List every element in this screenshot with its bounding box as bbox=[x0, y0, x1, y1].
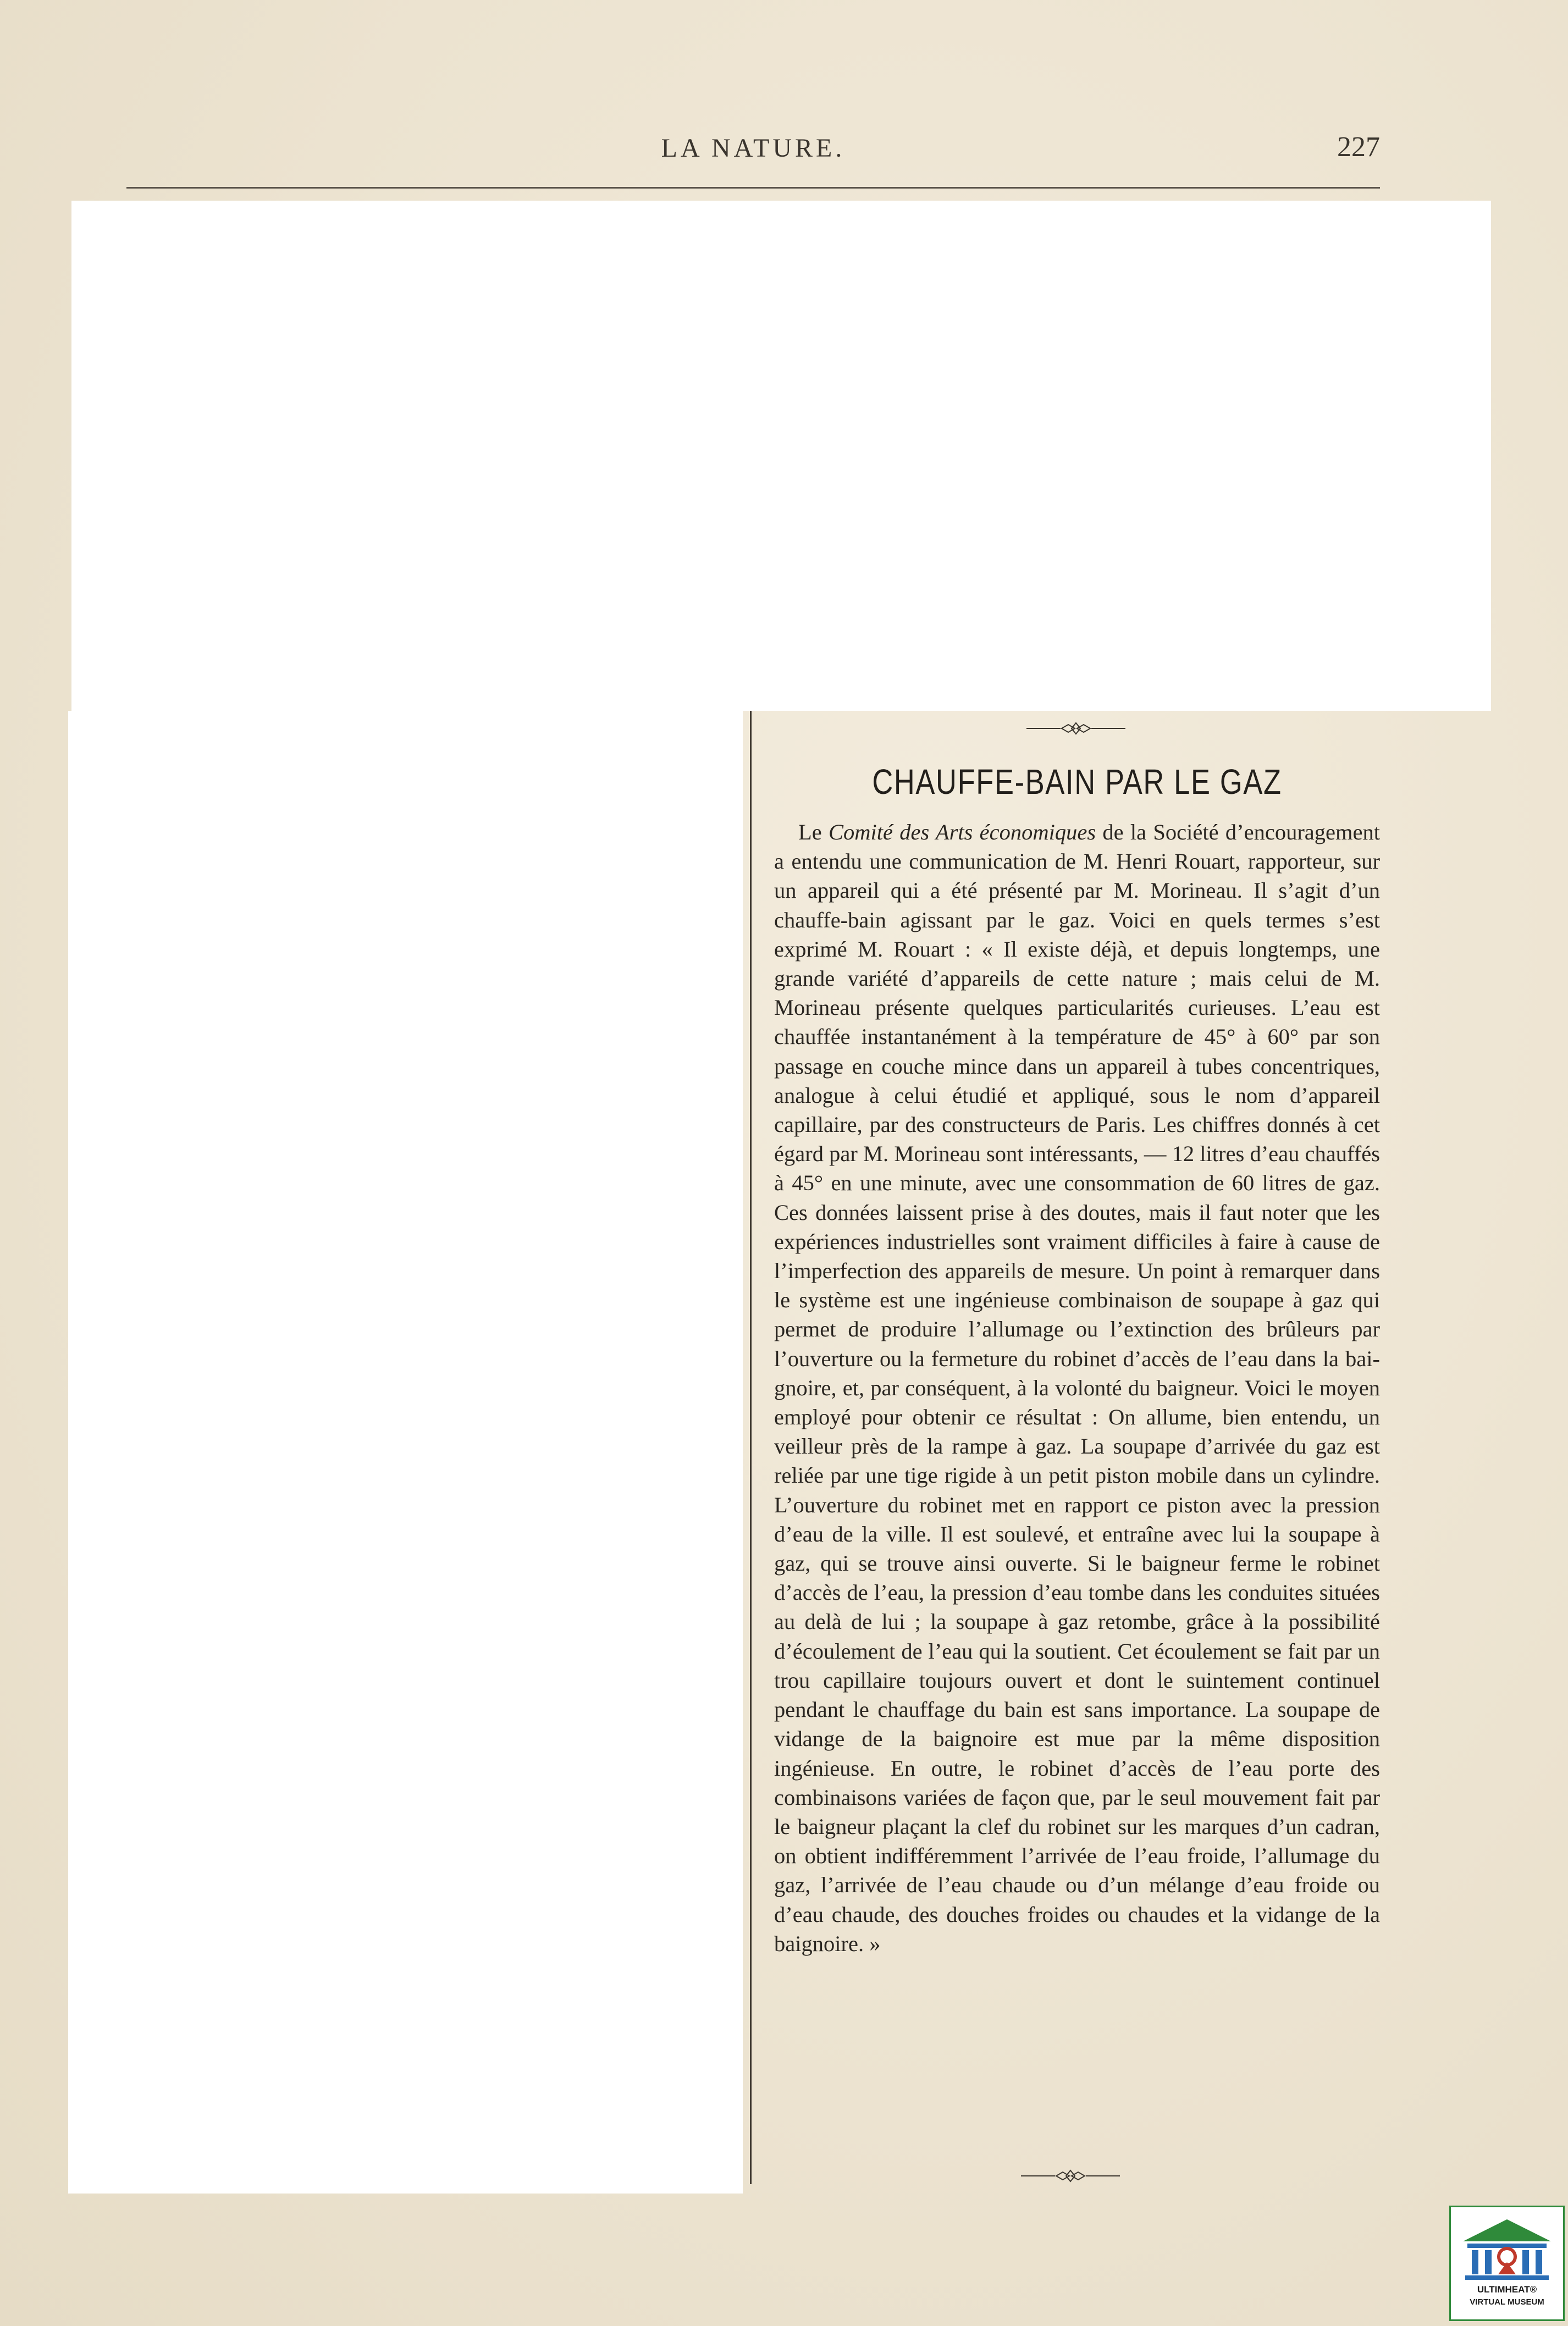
logo-name: ULTIMHEAT® bbox=[1477, 2284, 1537, 2295]
article-title: CHAUFFE-BAIN PAR LE GAZ bbox=[872, 762, 1282, 802]
article-body-emphasis: Comité des Arts économiques bbox=[829, 820, 1096, 844]
running-title: LA NATURE. bbox=[661, 134, 846, 163]
article-body bbox=[774, 817, 1380, 1958]
blank-region-left bbox=[68, 711, 743, 2194]
ornament-divider-bottom bbox=[1021, 2165, 1120, 2187]
column-divider bbox=[750, 711, 752, 2184]
logo-subtitle: VIRTUAL MUSEUM bbox=[1470, 2297, 1544, 2307]
article-body-intro: Le bbox=[798, 820, 829, 844]
museum-building-icon bbox=[1451, 2209, 1563, 2284]
page-number: 227 bbox=[1337, 131, 1380, 163]
blank-region-top bbox=[71, 201, 1491, 711]
museum-logo bbox=[1449, 2206, 1565, 2321]
running-header bbox=[126, 125, 1380, 169]
header-rule bbox=[126, 187, 1380, 189]
ornament-divider-top bbox=[1026, 717, 1125, 739]
article-body-text: de la Société d’encouragement a entendu une communication de M. Henri Rouart, rapporteur, sur un appareil qui a été présenté par M. Morineau. Il s’agit d’un chauffe-bain agissant par le gaz. Voici en quels termes s’est exprimé M. Rouart : « Il existe déjà, et depuis longtemps, une grande variété d’appareils de cette nature ; mais celui de M. Morineau présente quelques particularités curieuses. L’eau est chauffée instantanément à la température de 45° à 60° par son passage en couche mince dans un appareil à tubes concentriques, analogue à celui étudié et appliqué, sous le nom d’appareil capillaire, par des constructeurs de Paris. Les chiffres donnés à cet égard par M. Morineau sont intéressants, — 12 litres d’eau chauffés à 45° en une minute, avec une consommation de 60 litres de gaz. Ces données laissent prise à des doutes, mais il faut noter que les expériences industrielles sont vraiment difficiles à faire à cause de l’imperfection des appareils de mesure. Un point à remarquer dans le système est une ingénieuse combinaison de soupape à gaz qui permet de produire l’allumage ou l’extinction des brûleurs par l’ouverture ou la fermeture du robinet d’accès de l’eau dans la baignoire, et, par conséquent, à la volonté du baigneur. Voici le moyen employé pour obtenir ce résultat : On allume, bien entendu, un veilleur près de la rampe à gaz. La soupape d’arrivée du gaz est reliée par une tige rigide à un petit piston mobile dans un cylindre. L’ouverture du robinet met en rapport ce piston avec la pression d’eau de la ville. Il est soulevé, et entraîne avec lui la soupape à gaz, qui se trouve ainsi ouverte. Si le baigneur ferme le robinet d’accès de l’eau, la pression d’eau tombe dans les conduites situées au delà de lui ; la soupape à gaz retombe, grâce à la possibilité d’écoulement de l’eau qui la soutient. Cet écoulement se fait par un trou capillaire toujours ouvert et dont le suintement continuel pendant le chauffage du bain est sans importance. La soupape de vidange de la baignoire est mue par la même disposition ingénieuse. En outre, le robinet d’accès de l’eau porte des combinaisons variées de façon que, par le seul mouvement fait par le baigneur plaçant la clef du robinet sur les marques d’un cadran, on obtient indifféremment l’arrivée de l’eau froide, l’allumage du gaz, l’arrivée de l’eau chaude ou d’un mélange d’eau froide ou d’eau chaude, des douches froides ou chaudes et la vidange de la baignoire. » bbox=[774, 820, 1380, 1956]
article bbox=[774, 761, 1380, 1958]
